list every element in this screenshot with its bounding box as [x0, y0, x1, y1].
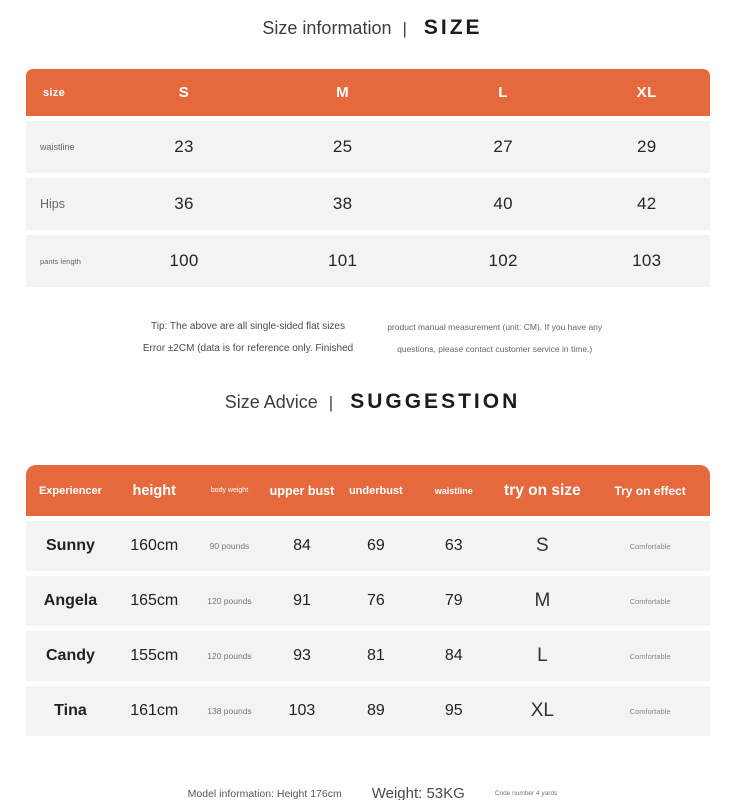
cell-try-on-effect: Comfortable	[590, 576, 710, 626]
size-table-header-xl: XL	[583, 69, 710, 116]
row-label-waistline: waistline	[26, 121, 105, 173]
row-label-hips: Hips	[26, 178, 105, 230]
title-separator: |	[402, 19, 407, 38]
tip-left-column	[143, 316, 353, 360]
cell-value: 42	[583, 178, 710, 230]
cell-underbust: 76	[339, 576, 414, 626]
advice-header-try-on-effect: Try on effect	[590, 465, 710, 516]
cell-value: 25	[263, 121, 423, 173]
tip-line: product manual measurement (unit: CM). If you have any	[387, 322, 603, 332]
cell-waistline: 84	[413, 631, 494, 681]
table-row	[26, 631, 710, 681]
cell-value: 23	[105, 121, 262, 173]
cell-waistline: 63	[413, 521, 494, 571]
title-separator: |	[328, 393, 334, 412]
cell-try-on-size: M	[495, 576, 591, 626]
advice-header-underbust: underbust	[339, 465, 414, 516]
cell-height: 161cm	[115, 686, 194, 736]
size-table-header-s: S	[105, 69, 262, 116]
cell-experiencer: Angela	[26, 576, 115, 626]
cell-upper-bust: 91	[265, 576, 338, 626]
measurement-tip	[0, 316, 745, 362]
size-table-header-row	[26, 69, 710, 116]
model-info-text: Model information: Height 176cm	[187, 787, 342, 800]
size-advice-title-text: Size Advice	[224, 392, 318, 412]
advice-header-upper-bust: upper bust	[265, 465, 338, 516]
size-info-title-text: Size information	[262, 18, 392, 38]
cell-height: 155cm	[115, 631, 194, 681]
cell-body-weight: 138 pounds	[194, 686, 266, 736]
cell-experiencer: Sunny	[26, 521, 115, 571]
cell-value: 102	[423, 235, 584, 287]
cell-height: 165cm	[115, 576, 194, 626]
advice-table	[26, 460, 710, 741]
table-row	[26, 576, 710, 626]
table-row	[26, 235, 710, 287]
table-row	[26, 121, 710, 173]
cell-underbust: 81	[339, 631, 414, 681]
cell-value: 36	[105, 178, 262, 230]
cell-try-on-effect: Comfortable	[590, 521, 710, 571]
table-row	[26, 178, 710, 230]
advice-header-try-on-size: try on size	[495, 465, 591, 516]
cell-upper-bust: 93	[265, 631, 338, 681]
cell-try-on-size: L	[495, 631, 591, 681]
size-info-title-en: SIZE	[423, 16, 483, 39]
cell-upper-bust: 103	[265, 686, 338, 736]
model-info-footer	[0, 785, 745, 800]
advice-header-body-weight: body weight	[194, 465, 266, 516]
advice-header-waistline: waistline	[413, 465, 494, 516]
table-row	[26, 521, 710, 571]
cell-value: 100	[105, 235, 262, 287]
cell-body-weight: 120 pounds	[194, 631, 266, 681]
cell-experiencer: Tina	[26, 686, 115, 736]
cell-height: 160cm	[115, 521, 194, 571]
cell-underbust: 89	[339, 686, 414, 736]
model-weight-text: Weight: 53KG	[371, 785, 465, 800]
size-table-header-m: M	[263, 69, 423, 116]
cell-underbust: 69	[339, 521, 414, 571]
size-advice-title	[0, 390, 745, 430]
cell-value: 103	[583, 235, 710, 287]
advice-table-header-row	[26, 465, 710, 516]
cell-waistline: 95	[413, 686, 494, 736]
tip-line: Tip: The above are all single-sided flat sizes	[151, 321, 345, 332]
cell-value: 27	[423, 121, 584, 173]
size-table-header-l: L	[423, 69, 584, 116]
tip-right-column	[387, 316, 602, 360]
cell-value: 40	[423, 178, 584, 230]
size-advice-title-en: SUGGESTION	[350, 390, 521, 413]
cell-body-weight: 120 pounds	[194, 576, 266, 626]
table-row	[26, 686, 710, 736]
advice-header-experiencer: Experiencer	[26, 465, 115, 516]
model-code-text: Code number 4 yards	[494, 790, 558, 797]
cell-waistline: 79	[413, 576, 494, 626]
size-info-title	[0, 0, 745, 40]
tip-line: questions, please contact customer service in time.)	[397, 344, 593, 354]
cell-try-on-size: XL	[495, 686, 591, 736]
tip-line: Error ±2CM (data is for reference only. Finished	[142, 343, 354, 354]
size-table-header-label: size	[26, 69, 105, 116]
row-label-pants-length: pants length	[26, 235, 105, 287]
cell-try-on-size: S	[495, 521, 591, 571]
cell-try-on-effect: Comfortable	[590, 631, 710, 681]
advice-header-height: height	[115, 465, 194, 516]
cell-body-weight: 90 pounds	[194, 521, 266, 571]
cell-value: 29	[583, 121, 710, 173]
cell-value: 101	[263, 235, 423, 287]
cell-experiencer: Candy	[26, 631, 115, 681]
cell-try-on-effect: Comfortable	[590, 686, 710, 736]
size-table	[26, 64, 710, 292]
cell-value: 38	[263, 178, 423, 230]
cell-upper-bust: 84	[265, 521, 338, 571]
